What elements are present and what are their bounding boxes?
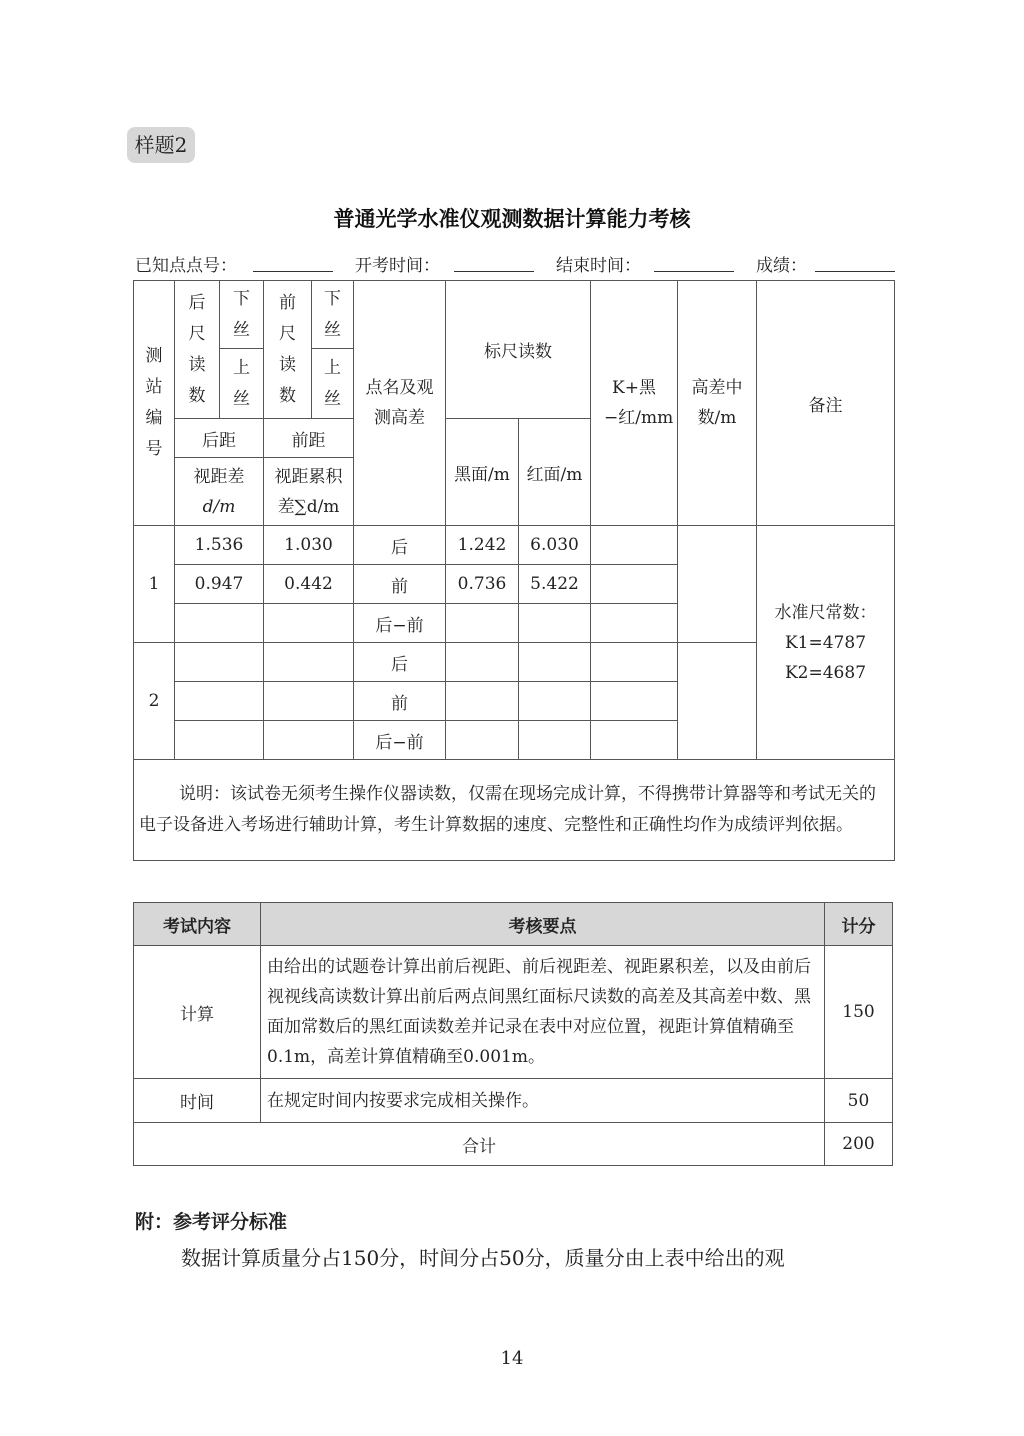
station-1-row-1-black: 1.242 bbox=[446, 526, 519, 565]
end-time-blank bbox=[654, 271, 734, 272]
station-1-row-2-black: 0.736 bbox=[446, 565, 519, 604]
header-back-distance: 后距 bbox=[175, 419, 264, 458]
station-1-row-2-col-1: 0.947 bbox=[175, 565, 264, 604]
header-remark: 备注 bbox=[757, 281, 895, 526]
scoring-header-score: 计分 bbox=[825, 903, 893, 946]
station-2-row-1-col-1 bbox=[175, 643, 264, 682]
header-back-staff-reading: 后尺读数 bbox=[175, 281, 220, 419]
header-front-lower-stadia: 下丝 bbox=[312, 281, 354, 349]
station-1-row-3-red bbox=[519, 604, 591, 643]
scoring-total-score: 200 bbox=[825, 1123, 893, 1166]
station-2-row-3-col-1 bbox=[175, 721, 264, 760]
station-2-row-1-red bbox=[519, 643, 591, 682]
station-1-row-1-red: 6.030 bbox=[519, 526, 591, 565]
station-2-row-1-point: 后 bbox=[354, 643, 446, 682]
score-label: 成绩： bbox=[756, 256, 807, 276]
station-1-row-2-red: 5.422 bbox=[519, 565, 591, 604]
scoring-row-1-score: 150 bbox=[825, 946, 893, 1079]
station-1-row-3-black bbox=[446, 604, 519, 643]
header-k-diff: K+黑−红/mm bbox=[591, 281, 678, 526]
station-2-mean-height-diff bbox=[678, 643, 757, 760]
sample-tag: 样题2 bbox=[127, 127, 195, 163]
station-2-row-1-k-diff bbox=[591, 643, 678, 682]
station-1-row-2-point: 前 bbox=[354, 565, 446, 604]
appendix-body: 数据计算质量分占150分，时间分占50分，质量分由上表中给出的观 bbox=[181, 1246, 785, 1270]
station-2-row-1-col-2 bbox=[264, 643, 354, 682]
station-1-row-1-k-diff bbox=[591, 526, 678, 565]
scoring-row-2-points: 在规定时间内按要求完成相关操作。 bbox=[261, 1079, 825, 1123]
station-2-row-2-col-1 bbox=[175, 682, 264, 721]
station-2-no: 2 bbox=[134, 643, 175, 760]
start-time-blank bbox=[454, 271, 534, 272]
station-1-row-1-point: 后 bbox=[354, 526, 446, 565]
station-1-row-2-k-diff bbox=[591, 565, 678, 604]
start-time-label: 开考时间： bbox=[355, 256, 440, 276]
station-1-row-3-k-diff bbox=[591, 604, 678, 643]
known-point-label: 已知点点号： bbox=[135, 256, 237, 276]
page-number: 14 bbox=[500, 1348, 524, 1369]
header-point-name: 点名及观测高差 bbox=[354, 281, 446, 526]
score-blank bbox=[815, 271, 895, 272]
scoring-row-2-content: 时间 bbox=[134, 1079, 261, 1123]
header-front-upper-stadia: 上丝 bbox=[312, 349, 354, 419]
station-2-row-2-col-2 bbox=[264, 682, 354, 721]
observation-table bbox=[133, 280, 895, 861]
station-1-row-1-col-2: 1.030 bbox=[264, 526, 354, 565]
station-2-row-3-k-diff bbox=[591, 721, 678, 760]
station-1-row-3-col-2 bbox=[264, 604, 354, 643]
station-2-row-3-point: 后−前 bbox=[354, 721, 446, 760]
station-1-row-2-col-2: 0.442 bbox=[264, 565, 354, 604]
header-staff-reading: 标尺读数 bbox=[446, 281, 591, 419]
appendix-title: 附：参考评分标准 bbox=[135, 1211, 288, 1233]
scoring-row-2-score: 50 bbox=[825, 1079, 893, 1123]
remark-cell: 水准尺常数： K1=4787 K2=4687 bbox=[757, 526, 895, 760]
station-2-row-2-black bbox=[446, 682, 519, 721]
header-red-face: 红面/m bbox=[519, 419, 591, 526]
station-2-row-3-red bbox=[519, 721, 591, 760]
station-2-row-2-k-diff bbox=[591, 682, 678, 721]
scoring-total-label: 合计 bbox=[134, 1123, 825, 1166]
header-front-staff-reading: 前尺读数 bbox=[264, 281, 312, 419]
header-black-face: 黑面/m bbox=[446, 419, 519, 526]
header-distance-diff: 视距差 d/m bbox=[175, 458, 264, 526]
scoring-header-points: 考核要点 bbox=[261, 903, 825, 946]
scoring-header-content: 考试内容 bbox=[134, 903, 261, 946]
page-title: 普通光学水准仪观测数据计算能力考核 bbox=[333, 207, 691, 231]
station-2-row-3-black bbox=[446, 721, 519, 760]
station-1-row-3-col-1 bbox=[175, 604, 264, 643]
table-note: 说明：该试卷无须考生操作仪器读数，仅需在现场完成计算，不得携带计算器等和考试无关的电子设备进入考场进行辅助计算，考生计算数据的速度、完整性和正确性均作为成绩评判依据。 bbox=[134, 760, 895, 861]
station-2-row-1-black bbox=[446, 643, 519, 682]
station-1-no: 1 bbox=[134, 526, 175, 643]
station-1-row-1-col-1: 1.536 bbox=[175, 526, 264, 565]
header-cumulative-diff: 视距累积 差∑d/m bbox=[264, 458, 354, 526]
scoring-table bbox=[133, 902, 893, 1166]
known-point-blank bbox=[253, 271, 333, 272]
end-time-label: 结束时间： bbox=[556, 256, 641, 276]
header-front-distance: 前距 bbox=[264, 419, 354, 458]
header-mean-height-diff: 高差中数/m bbox=[678, 281, 757, 526]
station-1-row-3-point: 后−前 bbox=[354, 604, 446, 643]
header-station-no: 测站编号 bbox=[134, 281, 175, 526]
station-2-row-3-col-2 bbox=[264, 721, 354, 760]
header-back-lower-stadia: 下丝 bbox=[220, 281, 264, 349]
station-2-row-2-red bbox=[519, 682, 591, 721]
scoring-row-1-content: 计算 bbox=[134, 946, 261, 1079]
scoring-row-1-points: 由给出的试题卷计算出前后视距、前后视距差、视距累积差，以及由前后视视线高读数计算出前后两点间黑红面标尺读数的高差及其高差中数、黑面加常数后的黑红面读数差并记录在表中对应位置，视距计算值精确至0.1m，高差计算值精确至0.001m。 bbox=[261, 946, 825, 1079]
header-back-upper-stadia: 上丝 bbox=[220, 349, 264, 419]
station-2-row-2-point: 前 bbox=[354, 682, 446, 721]
station-1-mean-height-diff bbox=[678, 526, 757, 643]
